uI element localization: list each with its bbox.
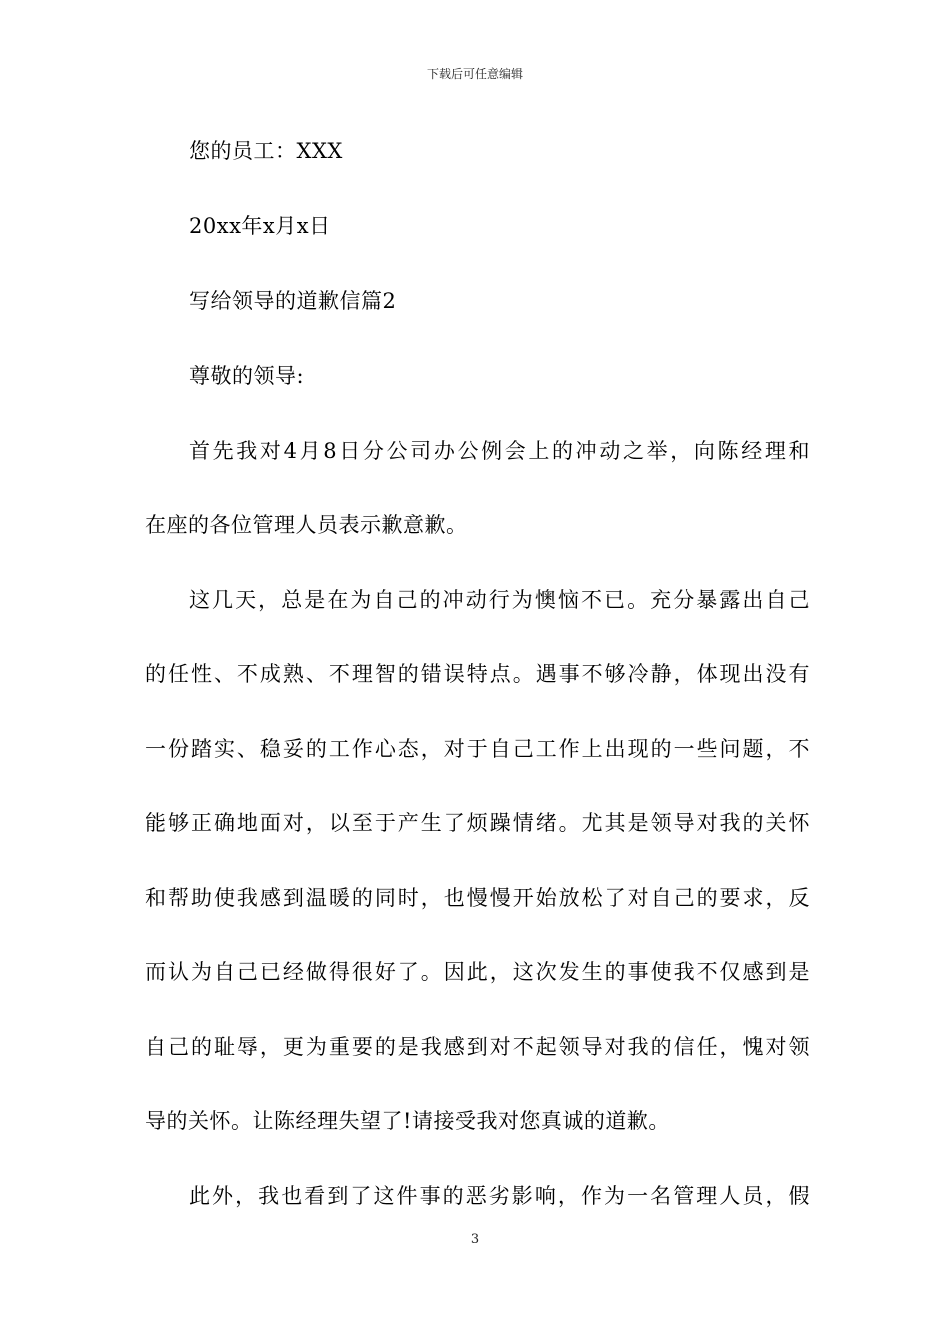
page-header: 下载后可任意编辑 (426, 67, 523, 81)
sign-off-line: 您的员工：XXX (189, 139, 343, 163)
paragraph-1-line-1: 首先我对4月8日分公司办公例会上的冲动之举，向陈经理和 (189, 439, 810, 463)
paragraph-2-line-5: 和帮助使我感到温暖的同时，也慢慢开始放松了对自己的要求，反 (145, 886, 810, 910)
paragraph-2-line-6: 而认为自己已经做得很好了。因此，这次发生的事使我不仅感到是 (145, 960, 810, 984)
paragraph-3-line-1: 此外，我也看到了这件事的恶劣影响，作为一名管理人员，假 (189, 1184, 810, 1208)
page-number: 3 (470, 1232, 480, 1247)
salutation-line: 尊敬的领导: (189, 364, 305, 388)
paragraph-2-line-7: 自己的耻辱，更为重要的是我感到对不起领导对我的信任，愧对领 (145, 1035, 810, 1059)
paragraph-2-line-3: 一份踏实、稳妥的工作心态，对于自己工作上出现的一些问题，不 (145, 737, 810, 761)
paragraph-2-line-4: 能够正确地面对，以至于产生了烦躁情绪。尤其是领导对我的关怀 (145, 811, 810, 835)
paragraph-2-line-2: 的任性、不成熟、不理智的错误特点。遇事不够冷静，体现出没有 (145, 662, 810, 686)
paragraph-2-line-8: 导的关怀。让陈经理失望了!请接受我对您真诚的道歉。 (145, 1109, 670, 1133)
date-line: 20xx年x月x日 (189, 214, 331, 238)
section-title: 写给领导的道歉信篇2 (189, 289, 397, 313)
paragraph-1-line-2: 在座的各位管理人员表示歉意歉。 (145, 513, 468, 537)
paragraph-2-line-1: 这几天，总是在为自己的冲动行为懊恼不已。充分暴露出自己 (189, 588, 810, 612)
